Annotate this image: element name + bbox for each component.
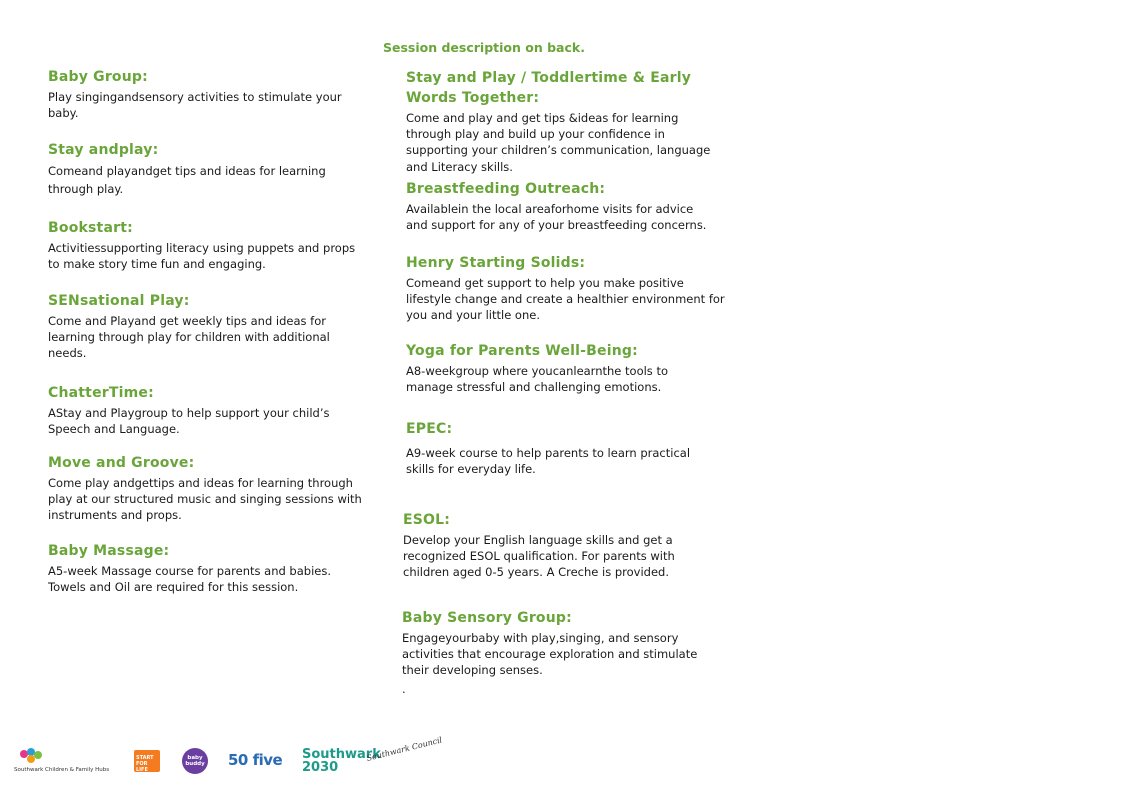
section-title: ESOL: — [403, 512, 451, 528]
fifty-five-logo — [228, 750, 284, 774]
start-for-life-text: START FOR LIFE — [136, 755, 154, 773]
section-description: AStay and Playgroup to help support your child’s Speech and Language. — [48, 406, 330, 437]
baby-buddy-text: baby buddy — [185, 755, 205, 767]
section-title: Move and Groove: — [48, 455, 195, 471]
section-description: Availablein the local areaforhome visits for advice and support for any of your breastfeeding concerns. — [406, 202, 707, 233]
start-for-life-logo — [134, 750, 160, 772]
southwark-2030-logo — [302, 747, 381, 776]
section-description: Comeand playandget tips and ideas for learning through play. — [48, 164, 326, 196]
section-description: Engageyourbaby with play,singing, and sensory activities that encourage exploration and stimulate their developing senses. — [402, 631, 698, 678]
section-title: EPEC: — [406, 421, 453, 437]
section-bookstart — [48, 218, 358, 272]
section-title: ChatterTime: — [48, 385, 154, 401]
southwark-council-logo — [365, 735, 444, 776]
section-move-and-groove — [48, 453, 368, 524]
section-baby-massage — [48, 541, 338, 595]
section-title: Breastfeeding Outreach: — [406, 181, 606, 197]
southwark-council-text: Southwark Council — [365, 735, 444, 763]
section-toddlertime — [406, 68, 716, 175]
section-title: Baby Group: — [48, 69, 148, 85]
section-description: Develop your English language skills and get a recognized ESOL qualification. For parents with children aged 0-5 years. A Creche is provided. — [403, 533, 675, 580]
section-yoga-for-parents — [406, 341, 676, 395]
section-description: Comeand get support to help you make positive lifestyle change and create a healthier environment for you and your little one. — [406, 276, 725, 323]
section-chattertime — [48, 383, 338, 437]
section-description: Come and play and get tips &ideas for learning through play and build up your confidence in supporting your children’s communication, language and Literacy skills. — [406, 111, 711, 174]
section-description: Activitiessupporting literacy using puppets and props to make story time fun and engaging. — [48, 241, 356, 272]
section-stay-and-play — [48, 140, 328, 198]
section-breastfeeding-outreach — [406, 179, 711, 233]
fifty-five-text: 50 five — [228, 751, 283, 769]
section-henry-starting-solids — [406, 253, 726, 324]
section-title: Henry Starting Solids: — [406, 255, 586, 271]
southwark-2030-text: Southwark 2030 — [302, 747, 381, 775]
section-epec — [406, 419, 696, 477]
section-description: Play singingandsensory activities to stimulate your baby. — [48, 90, 342, 121]
section-description: A9-week course to help parents to learn practical skills for everyday life. — [406, 446, 691, 477]
section-description: Come play andgettips and ideas for learning through play at our structured music and singing sessions with instruments and props. — [48, 476, 362, 523]
family-hubs-logo — [14, 748, 124, 780]
section-title: Bookstart: — [48, 220, 133, 236]
trailing-dot: . — [402, 681, 406, 696]
section-title: SENsational Play: — [48, 293, 190, 309]
section-title: Baby Massage: — [48, 543, 170, 559]
section-esol — [403, 510, 688, 581]
section-title: Stay andplay: — [48, 142, 159, 158]
section-description: Come and Playand get weekly tips and ideas for learning through play for children with additional needs. — [48, 314, 330, 361]
family-hubs-text: Southwark Children & Family Hubs — [14, 767, 110, 773]
section-title: Yoga for Parents Well-Being: — [406, 343, 638, 359]
section-baby-group — [48, 67, 348, 121]
session-note: Session description on back. — [383, 40, 585, 55]
family-hubs-icon — [19, 748, 43, 764]
section-description: A8-weekgroup where youcanlearnthe tools to manage stressful and challenging emotions. — [406, 364, 668, 395]
baby-buddy-logo — [182, 748, 208, 774]
section-title: Baby Sensory Group: — [402, 610, 572, 626]
section-title: Stay and Play / Toddlertime & Early Words Together: — [406, 70, 692, 106]
section-description: A5-week Massage course for parents and babies. Towels and Oil are required for this session. — [48, 564, 331, 595]
section-sensational-play — [48, 291, 333, 362]
section-baby-sensory-group — [402, 608, 702, 697]
